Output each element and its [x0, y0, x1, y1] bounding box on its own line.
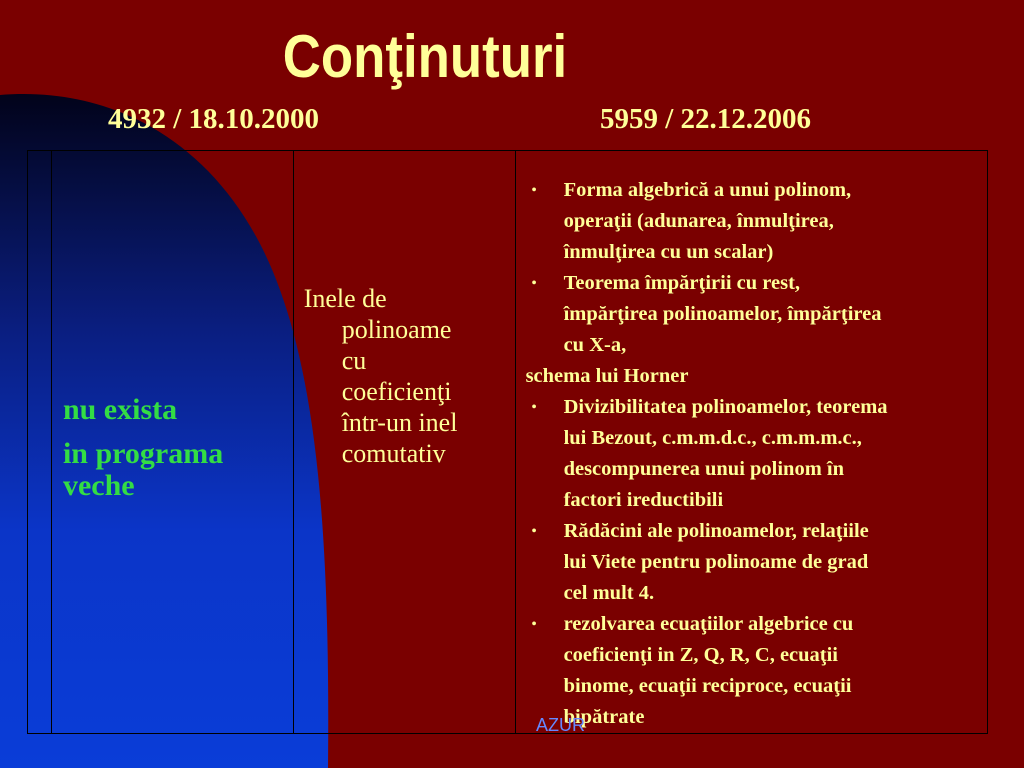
ring-text-line3: cu: [341, 346, 367, 375]
topic-text: bipătrate: [563, 706, 645, 728]
topic-text: cel mult 4.: [563, 582, 655, 604]
ring-text-line1: Inele de: [303, 284, 387, 313]
content-table: [27, 150, 988, 734]
bullet-icon: •: [531, 524, 537, 539]
topic-text: lui Viete pentru polinoame de grad: [563, 551, 869, 573]
topic-item-1: [526, 175, 981, 268]
ring-text-line2: polinoame: [341, 315, 452, 344]
topic-text: rezolvarea ecuaţiilor algebrice cu: [563, 613, 854, 635]
ring-text-line6: comutativ: [341, 439, 446, 468]
topic-text: Divizibilitatea polinoamelor, teorema: [563, 396, 888, 418]
old-program-line2: in programa: [62, 437, 224, 470]
topic-text: binome, ecuaţii reciproce, ecuaţii: [563, 675, 852, 697]
bullet-icon: •: [531, 276, 537, 291]
old-program-cell: [51, 151, 293, 734]
ring-text-line5: într-un inel: [341, 408, 458, 437]
topic-text: coeficienţi in Z, Q, R, C, ecuaţii: [563, 644, 839, 666]
topic-text: descompunerea unui polinom în: [563, 458, 845, 480]
old-program-line3: veche: [62, 469, 135, 502]
topic-text: Forma algebrică a unui polinom,: [563, 179, 852, 201]
topic-text: schema lui Horner: [525, 365, 689, 387]
ring-cell: [293, 151, 515, 734]
topic-text: cu X-a,: [563, 334, 627, 356]
topics-cell: [515, 151, 987, 734]
topic-text: Rădăcini ale polinoamelor, relaţiile: [563, 520, 869, 542]
topic-text: operaţii (adunarea, înmulţirea,: [563, 210, 834, 232]
topic-text: înmulţirea cu un scalar): [563, 241, 774, 263]
bullet-icon: •: [531, 400, 537, 415]
slide-title: Conţinuturi: [282, 23, 568, 90]
bullet-icon: •: [531, 617, 537, 632]
header-new-program-ref: 5959 / 22.12.2006: [600, 103, 812, 135]
topic-item-3: [526, 392, 981, 516]
topics-list: [516, 151, 987, 733]
topic-text: împărţirea polinoamelor, împărţirea: [563, 303, 882, 325]
empty-cell: [28, 151, 52, 734]
topic-text: Teorema împărţirii cu rest,: [563, 272, 801, 294]
bullet-icon: •: [531, 183, 537, 198]
topic-text: lui Bezout, c.m.m.d.c., c.m.m.m.c.,: [563, 427, 862, 449]
topic-text: factori ireductibili: [563, 489, 724, 511]
topic-item-4: [526, 516, 981, 609]
topic-item-2-continuation: [526, 361, 981, 392]
topic-item-2: [526, 268, 981, 361]
old-program-line1: nu exista: [62, 393, 178, 426]
header-old-program-ref: 4932 / 18.10.2000: [108, 103, 320, 135]
footer-label: AZUR: [536, 715, 585, 735]
topic-item-5: [526, 609, 981, 733]
ring-text-line4: coeficienţi: [341, 377, 452, 406]
